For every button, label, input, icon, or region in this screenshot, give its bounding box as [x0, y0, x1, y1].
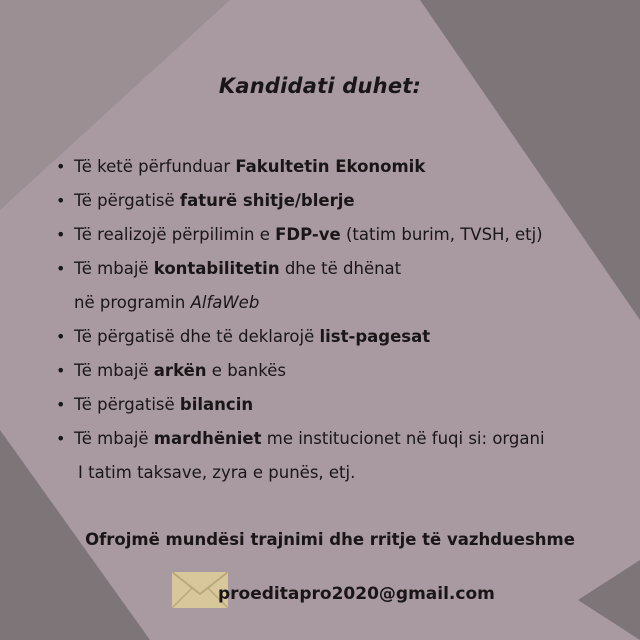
bullet-icon: • [56, 191, 66, 210]
list-item-continuation: në programin AlfaWeb [74, 293, 260, 312]
list-item: • Të mbajë kontabilitetin dhe të dhënat [56, 252, 626, 286]
bullet-icon: • [56, 361, 66, 380]
list-item-continuation: I tatim taksave, zyra e punës, etj. [78, 463, 356, 482]
list-item: • Të përgatisë bilancin [56, 388, 626, 422]
bullet-icon: • [56, 259, 66, 278]
offer-text: Ofrojmë mundësi trajnimi dhe rritje të vazhdueshme [85, 530, 575, 549]
bullet-icon: • [56, 395, 66, 414]
list-item: • Të përgatisë faturë shitje/blerje [56, 184, 626, 218]
email-link[interactable]: proeditapro2020@gmail.com [218, 584, 495, 604]
bullet-icon: • [56, 429, 66, 448]
list-item: • Të realizojë përpilimin e FDP-ve (tatim burim, TVSH, etj) [56, 218, 626, 252]
requirements-list [56, 150, 626, 490]
list-item: • Të përgatisë dhe të deklarojë list-pagesat [56, 320, 626, 354]
list-item: • Të mbajë mardhëniet me institucionet në fuqi si: organi [56, 422, 626, 456]
bullet-icon: • [56, 327, 66, 346]
shape-bottom-right [578, 560, 640, 640]
heading: Kandidati duhet: [218, 74, 422, 98]
bullet-icon: • [56, 157, 66, 176]
list-item: • Të ketë përfunduar Fakultetin Ekonomik [56, 150, 626, 184]
bullet-icon: • [56, 225, 66, 244]
list-item: • Të mbajë arkën e bankës [56, 354, 626, 388]
